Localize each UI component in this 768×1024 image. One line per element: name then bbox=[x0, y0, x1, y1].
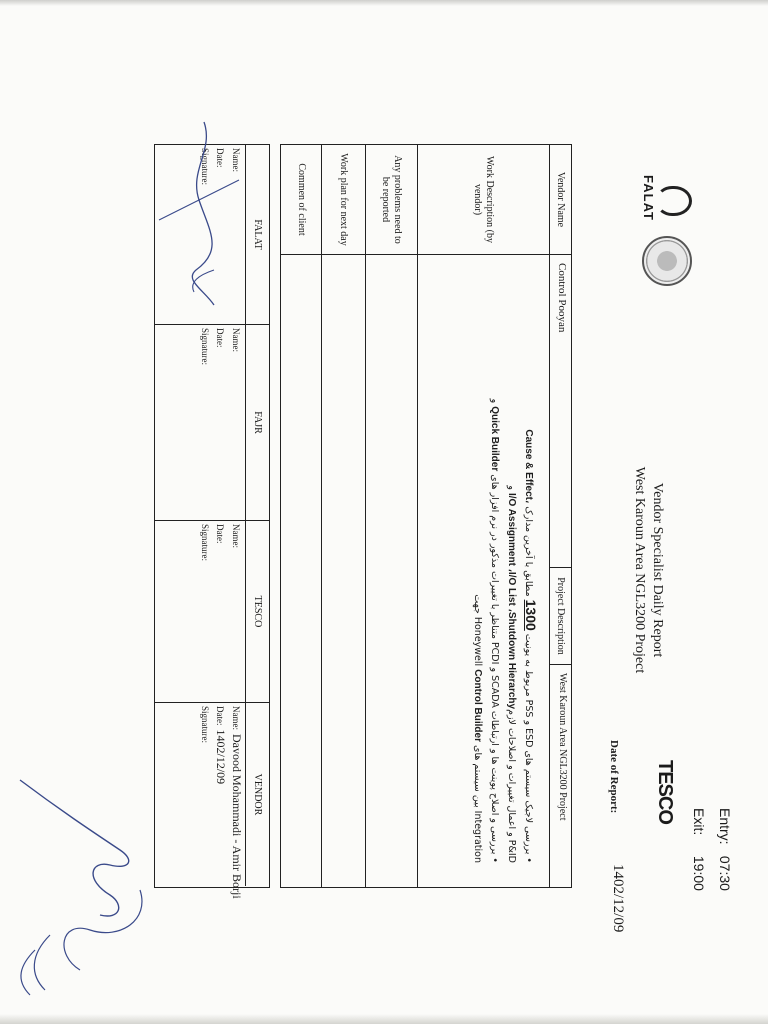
work-line-part: • بررسی و اصلاح پوینت ها و ارتباطات SCADA و PCDI متناظر با تغییرات مذکور در نرم افزار های bbox=[489, 471, 500, 863]
signature-column-head: VENDOR bbox=[245, 703, 269, 886]
entry-exit-times bbox=[686, 808, 738, 958]
vendor-name-label: Vendor Name bbox=[550, 145, 571, 255]
work-description-line bbox=[503, 263, 520, 863]
name-field: Name: bbox=[231, 328, 241, 352]
client-comment-row bbox=[281, 145, 321, 887]
signature-field: Signature: bbox=[200, 328, 210, 365]
name-field: Name:Davood Mohammadi - Amir Borji bbox=[230, 706, 244, 899]
flame-icon bbox=[656, 186, 692, 216]
work-line-latin: Quick Builder bbox=[489, 406, 500, 472]
work-description-text bbox=[469, 263, 539, 863]
vendor-name-value: Control Pooyan bbox=[556, 263, 568, 333]
header-logos bbox=[628, 172, 698, 312]
name-field: Name: bbox=[231, 524, 241, 548]
signature-column-head: FALAT bbox=[245, 145, 269, 324]
work-plan-row bbox=[321, 145, 365, 887]
exit-time: 19:00 bbox=[691, 855, 707, 891]
falat-logo bbox=[628, 172, 698, 224]
project-description-value: West Karoun Area NGL3200 Project bbox=[557, 673, 568, 821]
client-comment-label: Commen of client bbox=[281, 145, 321, 255]
work-line-part: Integration بین سیستم های Honeywell bbox=[472, 616, 483, 863]
report-title: Vendor Specialist Daily Report bbox=[650, 482, 665, 658]
vendor-handwritten-signature bbox=[0, 770, 180, 1000]
work-line-part: مطابق با آخرین مدارک bbox=[523, 503, 534, 600]
signature-column-fajr bbox=[155, 325, 269, 521]
entry-label: Entry: bbox=[717, 808, 733, 845]
name-field: Name: bbox=[231, 148, 241, 172]
exit-label: Exit: bbox=[691, 808, 707, 836]
date-of-report bbox=[607, 740, 626, 940]
date-field: Date:1402/12/09 bbox=[214, 706, 228, 785]
signature-field: Signature: bbox=[200, 148, 210, 185]
signature-column-head: TESCO bbox=[245, 521, 269, 702]
work-line-number: 1300 bbox=[523, 599, 539, 631]
work-description-row bbox=[417, 145, 549, 887]
work-description-line bbox=[469, 263, 486, 863]
problems-label: Any problems need to be reported bbox=[366, 145, 417, 255]
entry-time: 07:30 bbox=[717, 855, 733, 891]
work-description-line bbox=[486, 263, 503, 863]
problems-row bbox=[365, 145, 417, 887]
falat-logo-text: FALAT bbox=[641, 175, 656, 221]
work-line-part: و bbox=[489, 398, 500, 407]
report-table bbox=[280, 144, 572, 888]
work-line-latin: I/O Assignment ،I/O List ،Shutdown Hierarchy bbox=[506, 492, 517, 710]
date-of-report-label: Date of Report: bbox=[608, 740, 620, 814]
date-field: Date: bbox=[215, 148, 225, 168]
work-line-part: و bbox=[506, 485, 517, 493]
signature-field: Signature: bbox=[200, 524, 210, 561]
work-line-latin: Cause & Effect، bbox=[523, 429, 534, 504]
report-title-block bbox=[630, 420, 666, 720]
tesco-logo: TESCO bbox=[654, 760, 676, 824]
date-of-report-value: 1402/12/09 bbox=[610, 864, 626, 933]
date-field: Date: bbox=[215, 328, 225, 348]
signature-column-head: FAJR bbox=[245, 325, 269, 520]
work-line-part: P&ID و اعمال تغییرات و اصلاحات لازم bbox=[506, 709, 517, 863]
signature-column-tesco bbox=[155, 521, 269, 703]
vendor-name-row bbox=[549, 145, 571, 887]
report-subtitle: West Karoun Area NGL3200 Project bbox=[632, 466, 647, 674]
work-plan-label: Work plan for next day bbox=[322, 145, 365, 255]
work-description-line bbox=[520, 263, 539, 863]
fajr-seal-logo bbox=[642, 236, 692, 286]
work-description-label: Work Description (by vendor) bbox=[418, 145, 549, 255]
date-field: Date: bbox=[215, 524, 225, 544]
work-line-part: • بررسی لاجیک سیستم های ESD و PSS مربوط به یونیت bbox=[523, 630, 534, 863]
entry-row bbox=[712, 808, 738, 958]
work-line-part: جهت bbox=[472, 594, 483, 617]
falat-handwritten-signature bbox=[154, 120, 244, 310]
project-description-label: Project Description bbox=[550, 567, 571, 665]
exit-row bbox=[686, 808, 712, 958]
signature-field: Signature: bbox=[200, 706, 210, 743]
work-line-latin: Control Builder bbox=[472, 669, 483, 742]
